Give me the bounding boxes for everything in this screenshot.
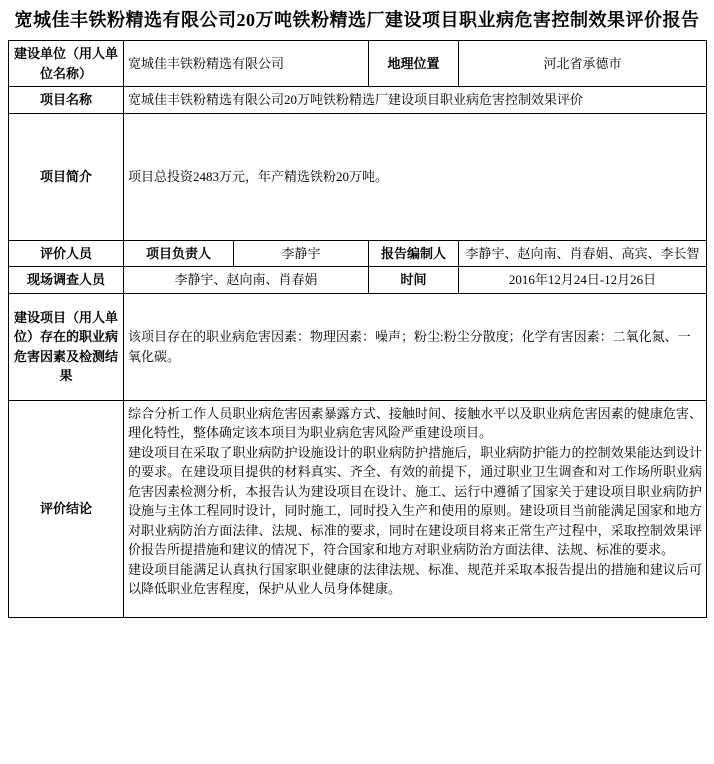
conclusion-paragraph-3: 建设项目能满足认真执行国家职业健康的法律法规、标准、规范并采取本报告提出的措施和建议后可以降低职业危害程度，保护从业人员身体健康。: [128, 561, 703, 597]
value-hazard-factors: 该项目存在的职业病危害因素：物理因素：噪声；粉尘:粉尘分散度；化学有害因素：二氧化氮、一氧化碳。: [124, 293, 707, 400]
label-time: 时间: [369, 267, 459, 294]
page-title: 宽城佳丰铁粉精选有限公司20万吨铁粉精选厂建设项目职业病危害控制效果评价报告: [14, 10, 700, 30]
value-conclusion: [124, 400, 707, 617]
label-project-name: 项目名称: [9, 87, 124, 114]
evaluation-report-table: [8, 40, 707, 618]
label-report-writer: 报告编制人: [369, 240, 459, 267]
label-site-survey-staff: 现场调查人员: [9, 267, 124, 294]
value-construction-unit: 宽城佳丰铁粉精选有限公司: [124, 41, 369, 87]
label-project-intro: 项目简介: [9, 113, 124, 240]
value-location: 河北省承德市: [459, 41, 707, 87]
label-location: 地理位置: [369, 41, 459, 87]
table-row: [9, 293, 707, 400]
value-project-intro: 项目总投资2483万元，年产精选铁粉20万吨。: [124, 113, 707, 240]
value-project-leader: 李静宇: [234, 240, 369, 267]
table-row: [9, 240, 707, 267]
table-row: [9, 113, 707, 240]
label-conclusion: 评价结论: [9, 400, 124, 617]
label-project-leader: 项目负责人: [124, 240, 234, 267]
table-row: [9, 41, 707, 87]
value-project-name: 宽城佳丰铁粉精选有限公司20万吨铁粉精选厂建设项目职业病危害控制效果评价: [124, 87, 707, 114]
label-evaluators: 评价人员: [9, 240, 124, 267]
label-hazard-factors: 建设项目（用人单位）存在的职业病危害因素及检测结果: [9, 293, 124, 400]
table-row: [9, 267, 707, 294]
conclusion-paragraph-2: 建设项目在采取了职业病防护设施设计的职业病防护措施后，职业病防护能力的控制效果能达到设计的要求。在建设项目提供的材料真实、齐全、有效的前提下，通过职业卫生调查和对工作场所职业病危害因素检测分析，本报告认为建设项目在设计、施工、运行中遵循了国家关于建设项目职业病防护设施与主体工程同时设计，同时施工，同时投入生产和使用的原则。建设项目当前能满足国家和地方对职业病防治方面法律、法规、标准的要求，同时在建设项目将来正常生产过程中，采取控制效果评价报告所提措施和建议的情况下，符合国家和地方对职业病防治方面法律、法规、标准的要求。: [128, 444, 703, 558]
label-construction-unit: 建设单位（用人单位名称）: [9, 41, 124, 87]
table-row: [9, 87, 707, 114]
value-time: 2016年12月24日-12月26日: [459, 267, 707, 294]
value-report-writer: 李静宇、赵向南、肖春娟、高宾、李长智: [459, 240, 707, 267]
value-site-survey-staff: 李静宇、赵向南、肖春娟: [124, 267, 369, 294]
table-row: [9, 400, 707, 617]
conclusion-paragraph-1: 综合分析工作人员职业病危害因素暴露方式、接触时间、接触水平以及职业病危害因素的健康危害、理化特性，整体确定该本项目为职业病危害风险严重建设项目。: [128, 405, 703, 441]
